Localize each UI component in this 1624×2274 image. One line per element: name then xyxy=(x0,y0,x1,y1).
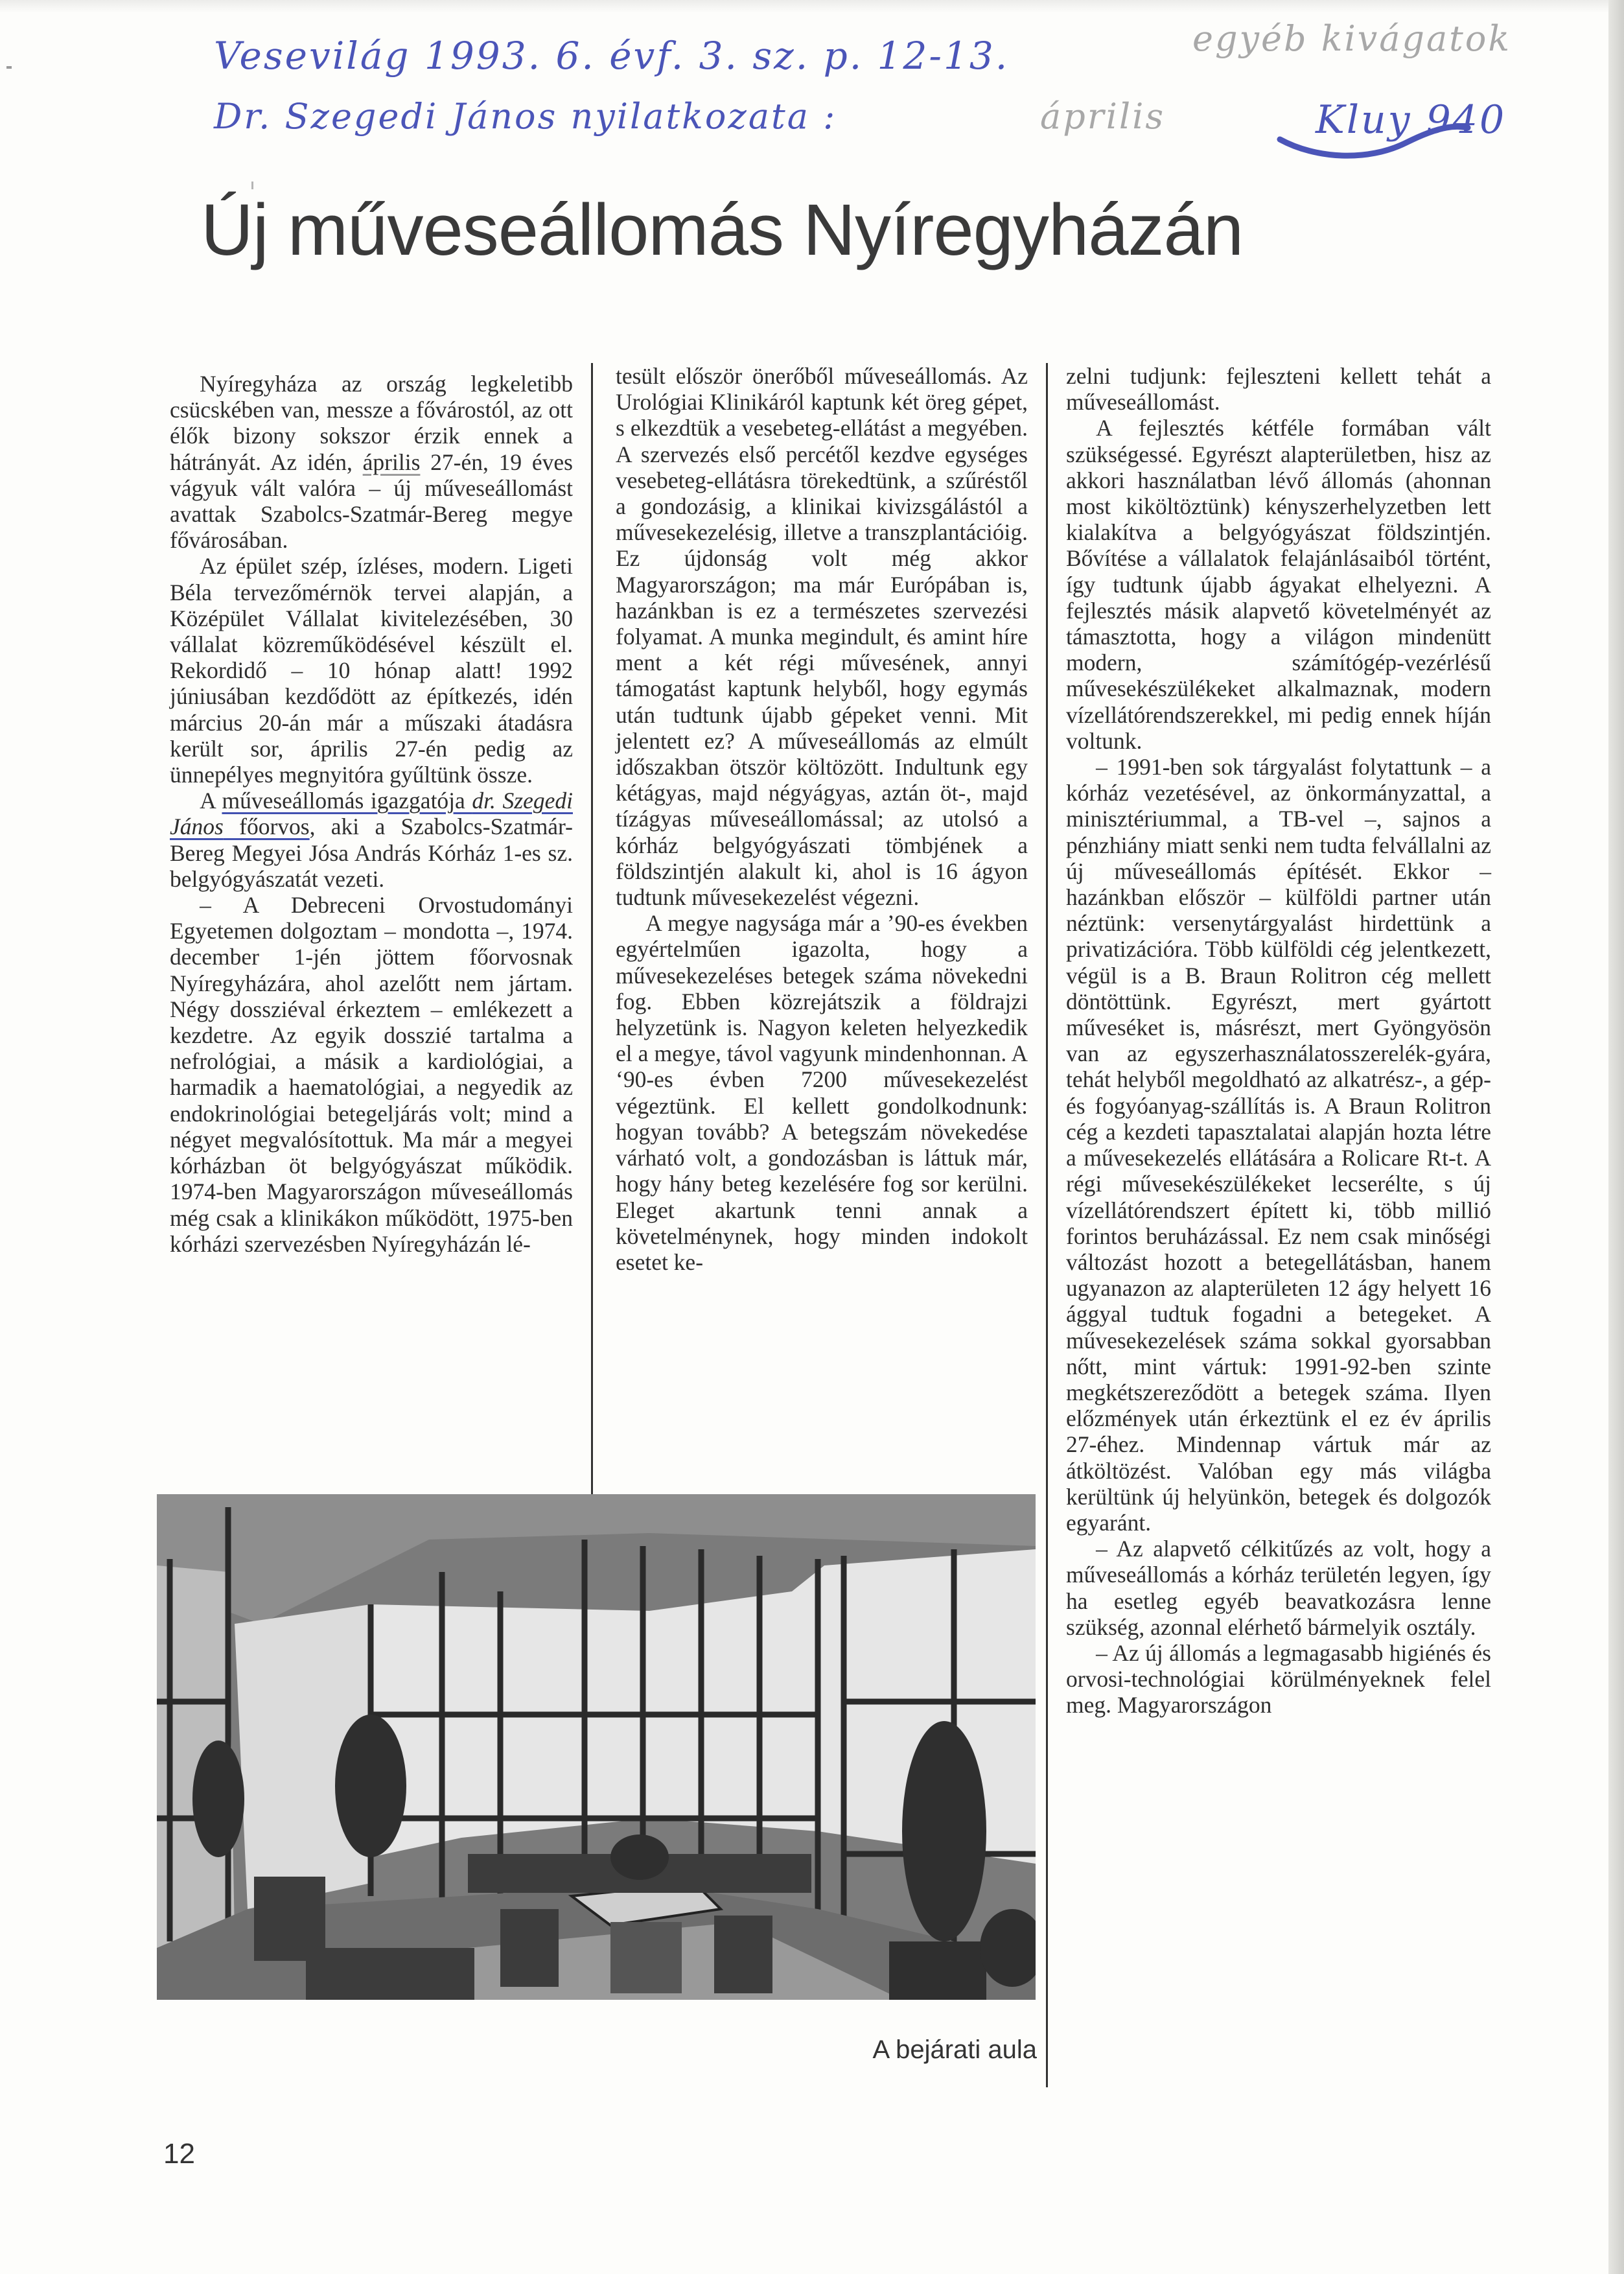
paragraph-text: A megye nagysága már a ’90-es években egyértelműen igazolta, hogy a művesekezeléses betegek száma növekedni fog. Ebben közrejátszik a földrajzi helyzetünk is. Nagyon keleten helyezkedik el a megye, távol vagyunk mindenhonnan. A ‘90-es évben 7200 művesekezelést végeztünk. El kellett gondolkodnunk: hogyan tovább? A betegszám növekedése várható volt, a gondozásban is láttuk már, hogy hány beteg kezelésére fog sor kerülni. Eleget akartunk tenni annak a követelménynek, hogy minden indokolt esetet ke- xyxy=(616,910,1028,1275)
pencil-month: április xyxy=(1040,96,1166,137)
page-number: 12 xyxy=(163,2138,195,2170)
lobby-photo-illustration xyxy=(157,1494,1036,2000)
annotated-text: dr. Szegedi János xyxy=(170,788,573,840)
scan-edge-top xyxy=(0,0,1624,13)
article-paragraph xyxy=(1066,415,1491,754)
paragraph-text: – Az alapvető célkitűzés az volt, hogy a műveseállomás a kórház területén legyen, így ha esetleg egyéb beavatkozásra lenne szükség, azonnal elérhető bármelyik osztály. xyxy=(1066,1536,1491,1640)
article-paragraph xyxy=(170,553,573,788)
annotated-text: április xyxy=(362,449,421,475)
article-paragraph xyxy=(616,363,1028,910)
handwritten-citation: Vesevilág 1993. 6. évf. 3. sz. p. 12-13. xyxy=(214,34,1010,78)
article-paragraph xyxy=(1066,754,1491,1536)
article-paragraph xyxy=(170,892,573,1257)
article-title: Új műveseállomás Nyíregyházán xyxy=(201,189,1244,270)
paragraph-text: – Az új állomás a legmagasabb higiénés és orvosi-technológiai körülményeknek felel meg. Magyarországon xyxy=(1066,1639,1491,1718)
paragraph-text: A fejlesztés kétféle formában vált szükségessé. Egyrészt alapterületben, hisz az akkori használatban lévő állomás (ahonnan most kiköltöztünk) kényszerhelyzetben lett kialakítva a belgyógyászat földszintjén. Bővítése a vállalatok felajánlásaiból történt, így tudtunk újabb ágyakat elhelyezni. A fejlesztés másik alapvető követelményét az támasztotta, hogy a világon mindenütt modern, számítógép-vezérlésű művesekészülékeket alkalmaznak, modern vízellátórendszerekkel, mi pedig ennek híján voltunk. xyxy=(1066,415,1491,754)
article-column-1 xyxy=(170,371,573,1257)
handwritten-author-note: Dr. Szegedi János nyilatkozata : xyxy=(214,96,837,137)
article-paragraph xyxy=(616,910,1028,1275)
scan-edge-right xyxy=(1608,0,1624,2274)
annotated-text: főorvos xyxy=(223,814,310,840)
article-column-2 xyxy=(616,363,1028,1275)
photo-caption: A bejárati aula xyxy=(872,2035,1037,2064)
article-paragraph xyxy=(1066,1536,1491,1640)
paragraph-text: A xyxy=(200,788,222,814)
stray-mark xyxy=(6,66,12,69)
shelf-mark-underline-swoosh xyxy=(1277,113,1471,165)
article-paragraph xyxy=(1066,1640,1491,1718)
article-column-3 xyxy=(1066,363,1491,1718)
article-paragraph xyxy=(1066,363,1491,415)
article-paragraph xyxy=(170,788,573,892)
shelf-mark: Kluy 940 xyxy=(1316,97,1507,143)
column-divider xyxy=(1046,363,1048,2087)
article-paragraph xyxy=(170,371,573,553)
paragraph-text: Az épület szép, ízléses, modern. Ligeti Béla tervezőmérnök tervei alapján, a Középület Vállalat kivitelezésében, 30 vállalat közreműködésével készült el. Rekordidő – 10 hónap alatt! 1992 júniusában kezdődött az építkezés, idén március 20-án már a műszaki átadásra került sor, április 27-én pedig az ünnepélyes megnyitóra gyűltünk össze. xyxy=(170,553,573,788)
paragraph-text: 27-én, 19 éves vágyuk vált valóra – új műveseállomást avattak Szabolcs-Szatmár-Bereg megye fővárosában. xyxy=(170,449,573,554)
paragraph-text: – A Debreceni Orvostudományi Egyetemen dolgoztam – mondotta –, 1974. december 1-jén jöttem főorvosnak Nyíregyházára, ahol azelőtt nem jártam. Négy dossziéval érkeztem – emlékezett a kezdetre. Az egyik dosszié tartalma a nefrológiai, a másik a kardiológiai, a harmadik a haematológiai, a negyedik az endokrinológiai betegeljárás volt; mind a négyet megvalósítottuk. Ma már a megyei kórházban öt belgyógyászat működik. 1974-ben Magyarországon műveseállomás még csak a klinikákon működött, 1975-ben kórházi szervezésben Nyíregyházán lé- xyxy=(170,892,573,1257)
pencil-note: egyéb kivágatok xyxy=(1192,18,1512,59)
column-divider xyxy=(591,363,593,1505)
paragraph-text: zelni tudjunk: fejleszteni kellett tehát a műveseállomást. xyxy=(1066,363,1491,416)
annotated-text: műveseállomás igazgatója xyxy=(222,788,472,814)
paragraph-text: Nyíregyháza az ország legkeletibb csücskében van, messze a fővárostól, az ott élők bizony sokszor érzik ennek a hátrányát. Az idén, xyxy=(170,371,573,475)
paragraph-text: , aki a Szabolcs-Szatmár-Bereg Megyei Jósa András Kórház 1-es sz. belgyógyászatát vezeti. xyxy=(170,814,573,892)
paragraph-text: tesült először önerőből műveseállomás. Az Urológiai Klinikáról kaptunk két öreg gépet, s elkezdtük a vesebeteg-ellátást a megyében. A szervezés első percétől kezdve egységes vesebeteg-ellátásra törekedtünk, a szűréstől a gondozásig, a klinikai kivizsgálástól a művesekezelésig, illetve a transzplantációig. Ez újdonság volt még akkor Magyarországon; ma már Európában is, hazánkban is ez a természetes szervezési folyamat. A munka megindult, és amint híre ment a két régi művesének, annyi támogatást kaptunk helyből, hogy egymás után tudtunk újabb gépeket venni. Mit jelentett ez? A műveseállomás az elmúlt időszakban ötször költözött. Indultunk egy kétágyas, majd négyágyas, aztán öt-, majd tízágyas műveseállomással; az utolsó a kórház belgyógyászati tömbjének a földszintjén alakult ki, ahol is 16 ágyon tudtunk művesekezelést végezni. xyxy=(616,363,1028,911)
paragraph-text: – 1991-ben sok tárgyalást folytattunk – a kórház vezetésével, az önkormányzattal, a minisztériummal, a TB-vel –, sajnos a pénzhiány miatt senki nem tudta felvállalni az új műveseállomás építését. Ekkor – hazánkban először – külföldi partner után néztünk: versenytárgyalást hirdettünk a privatizációra. Több külföldi cég jelentkezett, végül is a B. Braun Rolitron cég mellett döntöttünk. Egyrészt, mert gyártott műveséket is, másrészt, mert Gyöngyösön van az egyszerhasználatosszerelék-gyára, tehát helyből megoldható az alkatrész-, a gép- és fogyóanyag-szállítás is. A Braun Rolitron cég a kezdeti tapasztalatai alapján hozta létre a művesekezelés ellátására a Rolicare Rt-t. A régi művesekészülékeket lecserélte, s új vízellátórendszert épített ki, több millió forintos beruházással. Ez nem csak minőségi változást hozott a betegellátásban, hanem ugyanazon az alapterületen 12 ágy helyett 16 ággyal tudtuk fogadni a betegeket. A művesekezelések száma sokkal gyorsabban nőtt, mint vártuk: 1991-92-ben szinte megkétszereződött a betegek száma. Ilyen előzmények után érkeztünk el ez év április 27-éhez. Mindennap vártuk már az átköltözést. Valóban egy más világba kerültünk új helyünkön, betegek és dolgozók egyaránt. xyxy=(1066,754,1491,1536)
lobby-photo xyxy=(157,1494,1036,2000)
